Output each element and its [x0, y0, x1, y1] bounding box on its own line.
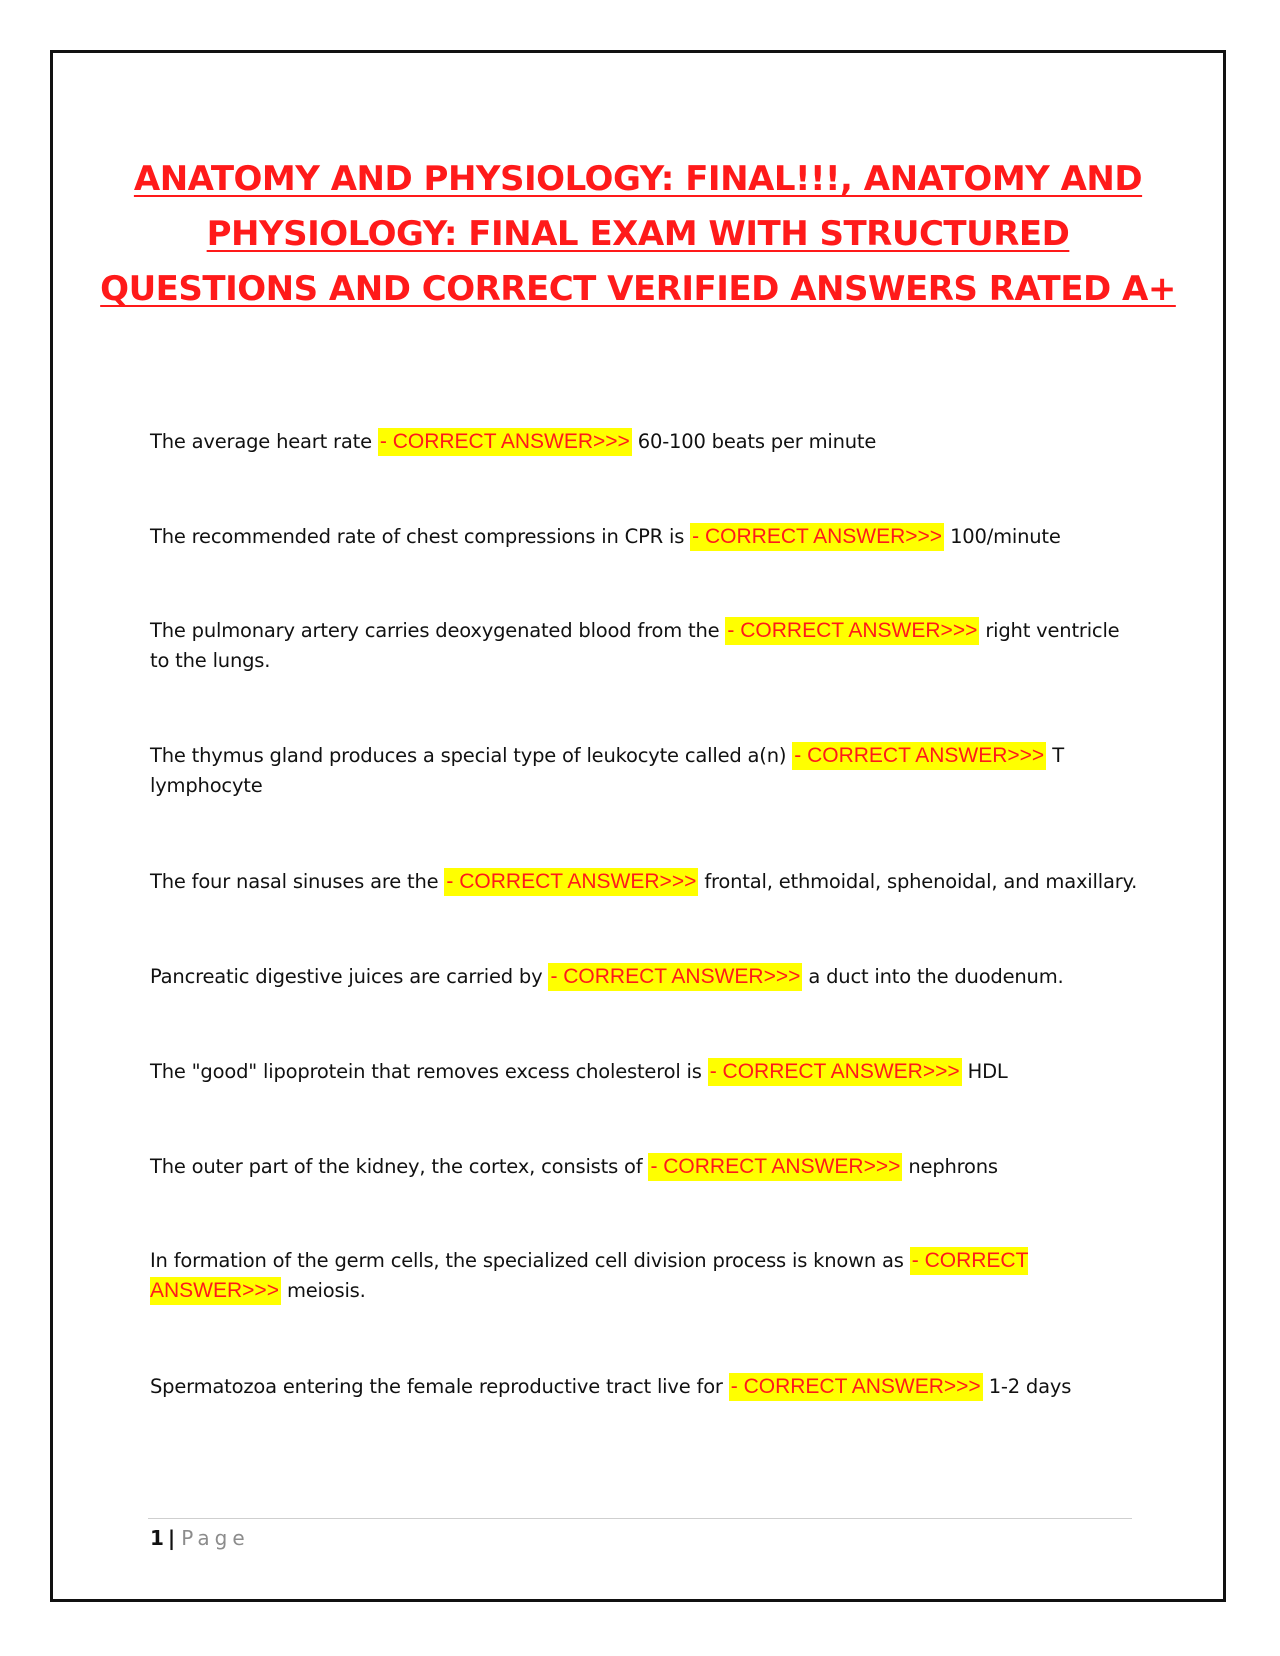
question-text: The four nasal sinuses are the	[150, 870, 439, 893]
question-text: Pancreatic digestive juices are carried by	[150, 965, 543, 988]
qa-item	[150, 867, 1140, 897]
question-text: The recommended rate of chest compressions in CPR is	[150, 525, 685, 548]
qa-item	[150, 522, 1140, 552]
footer-divider	[148, 1518, 1132, 1519]
correct-answer-marker: - CORRECT ANSWER>>>	[708, 1058, 962, 1086]
question-text: The "good" lipoprotein that removes excess cholesterol is	[150, 1060, 702, 1083]
correct-answer-marker: - CORRECT ANSWER>>>	[792, 742, 1046, 770]
question-text: In formation of the germ cells, the specialized cell division process is known as	[150, 1249, 904, 1272]
correct-answer-marker: - CORRECT ANSWER>>>	[150, 1247, 1028, 1305]
answer-text: 60-100 beats per minute	[637, 430, 877, 453]
answer-text: 100/minute	[950, 525, 1061, 548]
correct-answer-marker: - CORRECT ANSWER>>>	[378, 428, 632, 456]
page-footer	[150, 1526, 250, 1550]
page-number: 1	[150, 1526, 164, 1550]
answer-text: right ventricle to the lungs.	[150, 619, 1120, 672]
answer-text: frontal, ethmoidal, sphenoidal, and maxillary.	[704, 870, 1138, 893]
document-title: ANATOMY AND PHYSIOLOGY: FINAL!!!, ANATOMY AND PHYSIOLOGY: FINAL EXAM WITH STRUCTURED QUESTIONS AND CORRECT VERIFIED ANSWERS RATED A+	[100, 159, 1176, 309]
answer-text: a duct into the duodenum.	[808, 965, 1064, 988]
qa-item	[150, 1057, 1140, 1087]
page-label: Page	[181, 1526, 250, 1550]
question-text: The average heart rate	[150, 430, 372, 453]
question-text: The thymus gland produces a special type of leukocyte called a(n)	[150, 744, 787, 767]
correct-answer-marker: - CORRECT ANSWER>>>	[444, 868, 698, 896]
qa-item	[150, 1372, 1140, 1402]
correct-answer-marker: - CORRECT ANSWER>>>	[648, 1153, 902, 1181]
qa-item	[150, 962, 1140, 992]
question-text: The outer part of the kidney, the cortex, consists of	[150, 1155, 643, 1178]
question-text: Spermatozoa entering the female reproductive tract live for	[150, 1375, 723, 1398]
qa-item	[150, 427, 1140, 457]
qa-item	[150, 1246, 1140, 1306]
correct-answer-marker: - CORRECT ANSWER>>>	[690, 523, 944, 551]
answer-text: T lymphocyte	[150, 744, 1064, 797]
answer-text: meiosis.	[286, 1279, 366, 1302]
correct-answer-marker: - CORRECT ANSWER>>>	[548, 963, 802, 991]
qa-item	[150, 616, 1140, 676]
question-text: The pulmonary artery carries deoxygenated blood from the	[150, 619, 720, 642]
qa-item	[150, 741, 1140, 801]
correct-answer-marker: - CORRECT ANSWER>>>	[725, 617, 979, 645]
qa-item	[150, 1152, 1140, 1182]
correct-answer-marker: - CORRECT ANSWER>>>	[729, 1373, 983, 1401]
answer-text: 1-2 days	[988, 1375, 1072, 1398]
page-separator: |	[167, 1526, 176, 1550]
answer-text: HDL	[967, 1060, 1008, 1083]
answer-text: nephrons	[908, 1155, 998, 1178]
